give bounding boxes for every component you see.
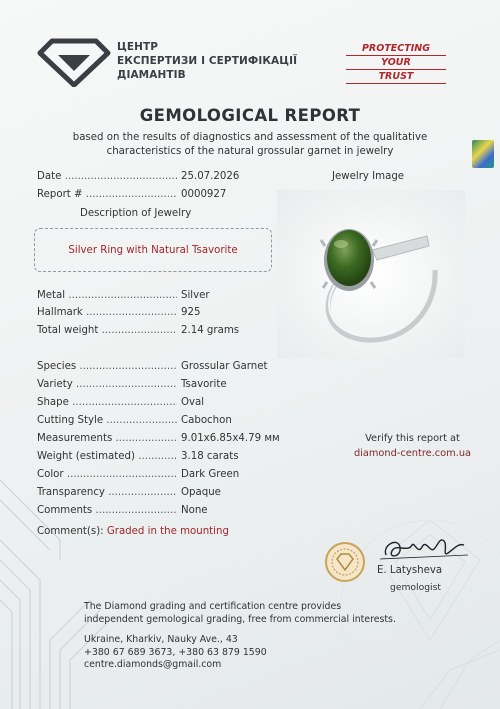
footer-info: The Diamond grading and certification centre provides independent gemological grading, free from commercial interests. Ukraine, Kharkiv, Nauky Ave., 43 +380 67 689 3673, +380 63 879 1590 centre.diamonds@gmail.com [84,601,396,670]
address: Ukraine, Kharkiv, Nauky Ave., 43 [84,634,238,645]
signatory-name: E. Latysheva [377,565,443,576]
report-subtitle: based on the results of diagnostics and assessment of the qualitative characteristics of the natural grossular garnet in jewelry [72,132,428,157]
email-link[interactable]: centre.diamonds@gmail.com [84,659,222,670]
diamond-logo-icon [36,37,112,87]
gold-seal-icon [324,541,366,583]
brand-slogan: PROTECTING YOUR TRUST [346,42,446,84]
phones: +380 67 689 3673, +380 63 879 1590 [84,646,267,658]
verify-text: Verify this report at [365,433,460,444]
signatory-role: gemologist [390,582,442,593]
jewelry-image-label: Jewelry Image [332,171,405,182]
certificate-page: ЦЕНТР ЕКСПЕРТИЗИ І СЕРТИФІКАЦІЇ ДІАМАНТІВ PROTECTING YOUR TRUST GEMOLOGICAL REPORT based on the results of diagnostics and assessment of the qualitative characteristics of the natural grossular garnet in jewelry Date ..... 25.07.2026 Report # ..... 0000927 Description of Jewelry Silver Ring with Natural Tsavorite Jewelry Image Metal ..... Silver Hallmark ..... 925 Total weight ..... 2.14 grams Species ..... Grossular Garnet Variety ..... Tsavorite Shape ..... Oval Cutting Style ..... Cabochon Measurements ..... 9.01x6.85x4.79 мм Weight (estimated) ..... 3.18 carats Color ..... Dark Green Transparency ..... Opaque Comments ..... None Verify this report at diamond-centre.com.ua Comment(s): Graded in the mounting E. Latysheva gemologist The Diamond grading and certification centre provides independent gemological grading, free from commercial interests. Ukraine, Kharkiv, Nauky Ave., 43 +380 67 689 3673, +380 63 879 1590 centre.diamonds@gmail.com [0,0,500,709]
report-title: GEMOLOGICAL REPORT [139,106,361,125]
organization-name: ЦЕНТР ЕКСПЕРТИЗИ І СЕРТИФІКАЦІЇ ДІАМАНТІВ [117,41,298,81]
comment-value: Graded in the mounting [106,526,229,537]
jewelry-image [277,190,465,358]
ring-illustration [277,190,465,358]
verify-url-link[interactable]: diamond-centre.com.ua [353,448,472,459]
comment-row [37,526,229,537]
description-header: Description of Jewelry [80,208,192,219]
handwritten-signature [378,531,470,567]
description-box [34,228,272,272]
comment-label: Comment(s): [37,526,104,537]
verify-block [330,431,495,461]
description-text: Silver Ring with Natural Tsavorite [68,244,238,256]
